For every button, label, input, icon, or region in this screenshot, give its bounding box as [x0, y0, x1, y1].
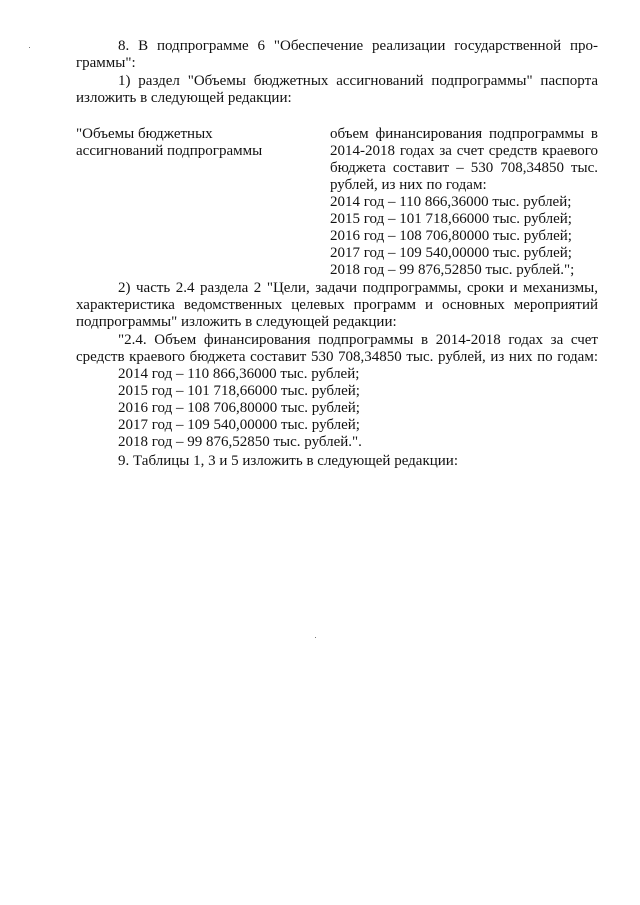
year-line: 2017 год – 109 540,00000 тыс. рублей;	[118, 417, 360, 433]
passport-right-line: рублей, из них по годам:	[330, 177, 487, 193]
scan-speck	[315, 637, 316, 638]
section-2-4-line-1: "2.4. Объем финансирования подпрограммы в 2014-2018 годах за счет	[118, 332, 598, 348]
item-2-line-1: 2) часть 2.4 раздела 2 "Цели, задачи подпрограммы, сроки и механизмы,	[118, 280, 598, 296]
year-line: 2018 год – 99 876,52850 тыс. рублей.".	[118, 434, 362, 450]
paragraph-8-line-2: граммы":	[76, 55, 136, 71]
passport-right-line: 2018 год – 99 876,52850 тыс. рублей.";	[330, 262, 575, 278]
item-2-line-3: подпрограммы" изложить в следующей редакции:	[76, 314, 397, 330]
passport-left-line-2: ассигнований подпрограммы	[76, 143, 263, 159]
passport-left-line-1: "Объемы бюджетных	[76, 126, 213, 142]
passport-right-line: 2015 год – 101 718,66000 тыс. рублей;	[330, 211, 572, 227]
paragraph-8-line-1: 8. В подпрограмме 6 "Обеспечение реализации государственной про-	[118, 38, 598, 54]
passport-right-line: 2017 год – 109 540,00000 тыс. рублей;	[330, 245, 572, 261]
passport-right-line: 2014-2018 годах за счет средств краевого	[330, 143, 598, 159]
passport-right-line: бюджета составит – 530 708,34850 тыс.	[330, 160, 598, 176]
section-2-4-line-2: средств краевого бюджета составит 530 708,34850 тыс. рублей, из них по годам:	[76, 349, 598, 365]
year-line: 2015 год – 101 718,66000 тыс. рублей;	[118, 383, 360, 399]
passport-right-line: 2016 год – 108 706,80000 тыс. рублей;	[330, 228, 572, 244]
passport-right-line: объем финансирования подпрограммы в	[330, 126, 598, 142]
item-1-line-1: 1) раздел "Объемы бюджетных ассигнований подпрограммы" паспорта	[118, 73, 598, 89]
item-2-line-2: характеристика ведомственных целевых программ и основных мероприятий	[76, 297, 598, 313]
item-1-line-2: изложить в следующей редакции:	[76, 90, 292, 106]
scan-speck	[29, 47, 30, 48]
year-line: 2016 год – 108 706,80000 тыс. рублей;	[118, 400, 360, 416]
year-line: 2014 год – 110 866,36000 тыс. рублей;	[118, 366, 360, 382]
paragraph-9: 9. Таблицы 1, 3 и 5 изложить в следующей редакции:	[118, 453, 458, 469]
passport-right-line: 2014 год – 110 866,36000 тыс. рублей;	[330, 194, 572, 210]
